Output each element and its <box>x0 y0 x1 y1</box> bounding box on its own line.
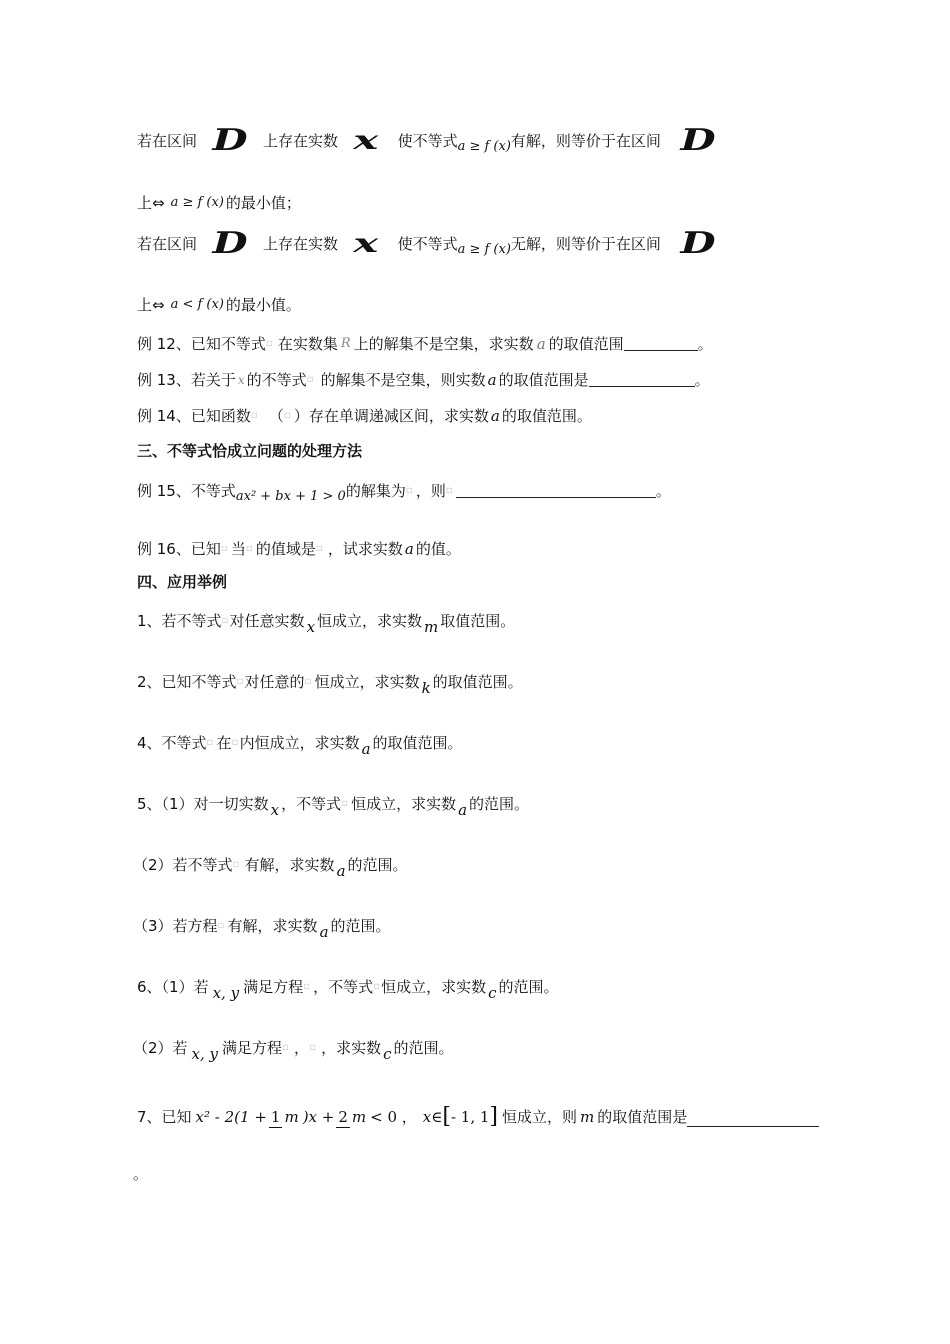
formula-placeholder: ▫ <box>282 1041 289 1053</box>
section-heading: 四、应用举例 <box>137 573 228 591</box>
example-13: 例 13、若关于 x 的不等式▫ 的解集不是空集，则实数 a 的取值范围是 。 <box>137 370 710 389</box>
formula-placeholder: ▫ <box>309 1041 316 1053</box>
interval-d: D <box>680 226 716 261</box>
variable-x: x <box>353 126 379 156</box>
statement-no-solution-cont: 上⇔ a < f (x) 的最小值。 <box>137 295 301 314</box>
formula-placeholder: ▫ <box>373 980 380 992</box>
answer-blank <box>624 336 698 351</box>
formula-placeholder: ▫ <box>250 409 258 421</box>
example-14: 例 14、已知函数▫ （▫ ）存在单调递减区间，求实数 a 的取值范围。 <box>137 406 592 425</box>
problem-2: 2、已知不等式▫对任意的▫ 恒成立，求实数 k 的取值范围。 <box>137 672 523 697</box>
formula-placeholder: ▫ <box>206 736 214 748</box>
problem-7: 7、已知 x² - 2(1 + 1 m )x + 2 m < 0 ， x∈[- 1, 1] 恒成立，则 m 的取值范围是 <box>137 1096 819 1137</box>
fraction: 2 m <box>338 1107 367 1126</box>
problem-7-end: 。 <box>133 1164 149 1183</box>
formula-placeholder: ▫ <box>232 858 240 870</box>
answer-blank <box>687 1106 819 1127</box>
problem-6-2: （2）若 x, y 满足方程▫ ，▫ ，求实数 c 的范围。 <box>133 1038 454 1063</box>
section-heading: 三、不等式恰成立问题的处理方法 <box>137 442 363 460</box>
interval-d: D <box>680 123 716 158</box>
example-12: 例 12、已知不等式▫ 在实数集 R 上的解集不是空集，求实数 a 的取值范围 。 <box>137 334 713 353</box>
formula-placeholder: ▫ <box>445 484 453 496</box>
formula-placeholder: ▫ <box>306 373 314 385</box>
inequality: x² - 2(1 + <box>195 1107 267 1126</box>
example-15: 例 15、不等式ax² + bx + 1 > 0的解集为▫ ，则▫ 。 <box>137 479 671 502</box>
inequality: a ≥ f (x) <box>457 139 511 154</box>
statement-has-solution: 若在区间 D 上存在实数 x 使不等式a ≥ f (x)有解，则等价于在区间 D <box>137 123 716 158</box>
problem-5-1: 5、（1）对一切实数 x ，不等式▫ 恒成立，求实数 a 的范围。 <box>137 794 530 819</box>
problem-6-1: 6、（1）若 x, y 满足方程▫ ，不等式▫恒成立，求实数 c 的范围。 <box>137 977 559 1002</box>
interval-d: D <box>212 226 248 261</box>
formula-placeholder: ▫ <box>245 542 253 554</box>
formula-placeholder: ▫ <box>220 542 228 554</box>
statement-no-solution: 若在区间 D 上存在实数 x 使不等式a ≥ f (x)无解，则等价于在区间 D <box>137 226 716 261</box>
formula-placeholder: ▫ <box>283 409 291 421</box>
inequality: ax² + bx + 1 > 0 <box>235 488 346 504</box>
inequality: a ≥ f (x) <box>457 242 511 257</box>
answer-blank <box>589 372 695 387</box>
formula-placeholder: ▫ <box>236 675 244 687</box>
problem-4: 4、不等式▫ 在▫内恒成立，求实数 a 的取值范围。 <box>137 733 463 758</box>
formula-placeholder: ▫ <box>341 797 348 809</box>
example-16: 例 16、已知▫ 当▫ 的值域是▫ ，试求实数 a 的值。 <box>137 539 461 558</box>
formula-placeholder: ▫ <box>405 484 413 496</box>
answer-blank <box>456 483 656 498</box>
interval-d: D <box>212 123 248 158</box>
formula-placeholder: ▫ <box>304 675 312 687</box>
formula-placeholder: ▫ <box>303 980 310 992</box>
statement-has-solution-cont: 上⇔ a ≥ f (x) 的最小值； <box>137 193 301 212</box>
problem-5-2: （2）若不等式▫ 有解，求实数 a 的范围。 <box>133 855 408 880</box>
formula-placeholder: ▫ <box>231 736 239 748</box>
problem-5-3: （3）若方程▫ 有解，求实数 a 的范围。 <box>133 916 391 941</box>
problem-1: 1、若不等式▫对任意实数 x 恒成立，求实数 m 取值范围。 <box>137 611 516 636</box>
formula-placeholder: ▫ <box>217 919 225 931</box>
formula-placeholder: ▫ <box>221 614 229 626</box>
formula-placeholder: ▫ <box>315 542 323 554</box>
formula-placeholder: ▫ <box>265 337 273 349</box>
variable-x: x <box>353 229 379 259</box>
fraction: 1 m <box>270 1107 299 1126</box>
